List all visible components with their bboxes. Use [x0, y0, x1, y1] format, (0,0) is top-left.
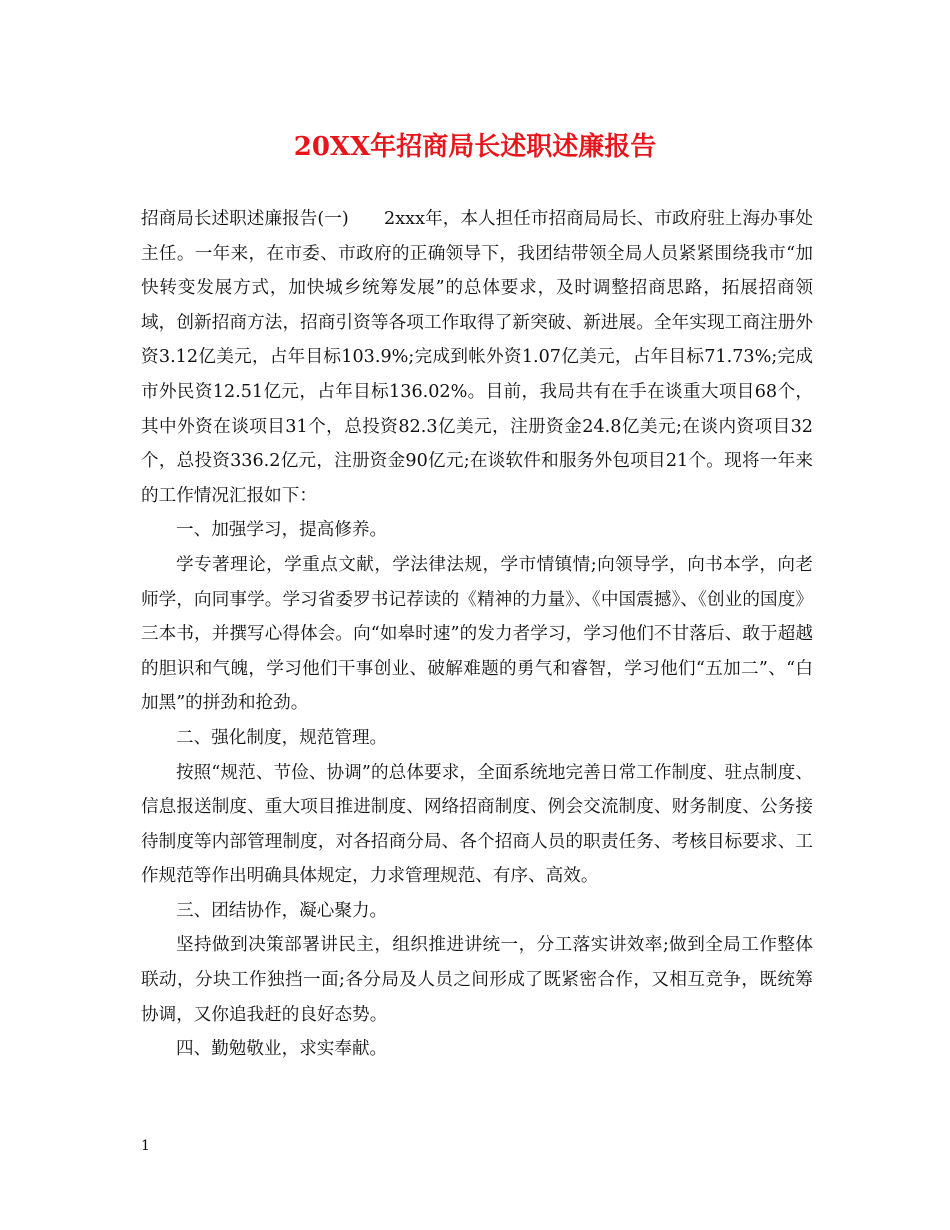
section-paragraph-1: 学专著理论，学重点文献，学法律法规，学市情镇情;向领导学，向书本学，向老师学，向同事学。学习省委罗书记荐读的《精神的力量》、《中国震撼》、《创业的国度》三本书，并撰写心得体会。向“如皋时速”的发力者学习，学习他们不甘落后、敢于超越的胆识和气魄，学习他们干事创业、破解难题的勇气和睿智，学习他们“五加二”、“白加黑”的拼劲和抢劲。: [141, 554, 813, 714]
document-title: 20XX年招商局长述职述廉报告: [293, 132, 657, 162]
section-heading-1: 一、加强学习，提高修养。: [176, 520, 388, 541]
section-heading-2: 二、强化制度，规范管理。: [176, 727, 388, 748]
section-heading-4: 四、勤勉敬业，求实奉献。: [176, 1039, 388, 1060]
intro-paragraph: 招商局长述职述廉报告(一) 2xxx年，本人担任市招商局局长、市政府驻上海办事处主任。一年来，在市委、市政府的正确领导下，我团结带领全局人员紧紧围绕我市“加快转变发展方式，加快城乡统筹发展”的总体要求，及时调整招商思路，拓展招商领域，创新招商方法，招商引资等各项工作取得了新突破、新进展。全年实现工商注册外资3.12亿美元，占年目标103.9%;完成到帐外资1.07亿美元，占年目标71.73%;完成市外民资12.51亿元，占年目标136.02%。目前，我局共有在手在谈重大项目68个，其中外资在谈项目31个，总投资82.3亿美元，注册资金24.8亿美元;在谈内资项目32个，总投资336.2亿元，注册资金90亿元;在谈软件和服务外包项目21个。现将一年来的工作情况汇报如下：: [141, 209, 813, 506]
document-body: [141, 202, 813, 1067]
page-number: 1: [141, 1138, 150, 1154]
section-paragraph-3: 坚持做到决策部署讲民主，组织推进讲统一，分工落实讲效率;做到全局工作整体联动，分块工作独挡一面;各分局及人员之间形成了既紧密合作，又相互竞争，既统筹协调，又你追我赶的良好态势。: [141, 935, 813, 1025]
section-heading-3: 三、团结协作，凝心聚力。: [176, 900, 388, 921]
section-paragraph-2: 按照“规范、节俭、协调”的总体要求，全面系统地完善日常工作制度、驻点制度、信息报送制度、重大项目推进制度、网络招商制度、例会交流制度、财务制度、公务接待制度等内部管理制度，对各招商分局、各个招商人员的职责任务、考核目标要求、工作规范等作出明确具体规定，力求管理规范、有序、高效。: [141, 762, 813, 887]
